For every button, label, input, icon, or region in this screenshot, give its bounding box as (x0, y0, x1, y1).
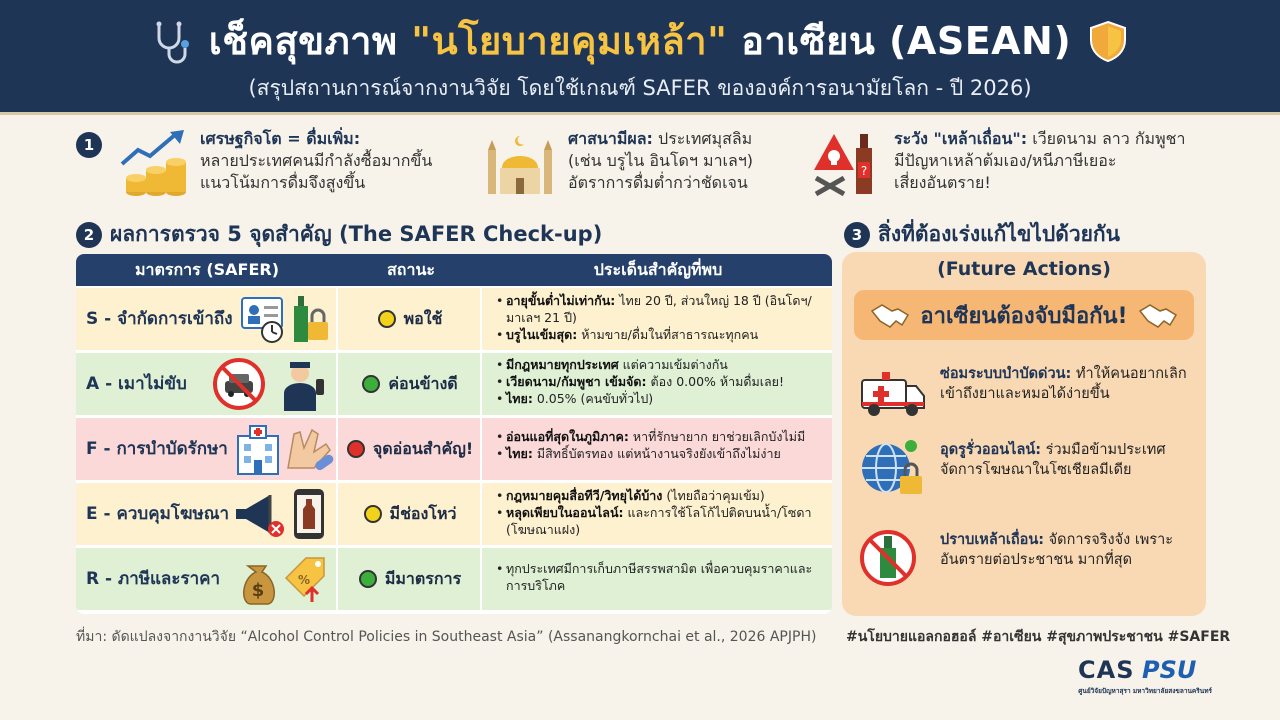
fact-economy-text: เศรษฐกิจโต = ดื่มเพิ่ม: หลายประเทศคนมีกำลังซื้อมากขึ้น แนวโน้มการดื่มจึงสูงขึ้น (200, 129, 433, 192)
safer-table (76, 254, 832, 614)
finding-item: • บรูไนเข้มสุด: ห้ามขาย/ดื่มในที่สาธารณะทุกคน (496, 326, 824, 343)
measure-label: F - การบำบัดรักษา (86, 439, 228, 459)
svg-text:?: ? (860, 164, 868, 178)
finding-item: • กฎหมายคุมสื่อทีวี/วิทยุได้บ้าง (ไทยถือว่าคุมเข้ม) (496, 487, 824, 504)
column-header: สถานะ (387, 260, 435, 279)
table-row (76, 483, 832, 545)
globe-lock-icon (858, 438, 928, 498)
status-cell (340, 288, 482, 350)
handshake-icon (870, 301, 910, 329)
measure-label: E - ควบคุมโฆษณา (86, 504, 230, 524)
finding-item: • ไทย: 0.05% (คนขับทั่วไป) (496, 390, 824, 407)
table-row (76, 353, 832, 415)
section-context (0, 124, 1280, 208)
fact-illicit-alcohol (810, 128, 1185, 200)
fact-religion-text: ศาสนามีผล: ประเทศมุสลิม (เช่น บรูไน อินโดฯ มาเลฯ) อัตราการดื่มต่ำกว่าชัดเจน (568, 129, 754, 192)
status-cell (340, 418, 482, 480)
warning-bottle-icon (810, 128, 882, 200)
no-drunk-driving-police-icon (212, 357, 332, 411)
banner-text: อาเซียนต้องจับมือกัน! (920, 303, 1128, 329)
status-dot (378, 310, 396, 328)
measure-cell (76, 353, 338, 415)
status-dot (362, 375, 380, 393)
section-checkup-title (76, 218, 602, 251)
action-item (858, 528, 1198, 588)
status-cell (340, 353, 482, 415)
shield-icon (1085, 18, 1131, 64)
status-label: ค่อนข้างดี (388, 373, 458, 393)
status-label: จุดอ่อนสำคัญ! (372, 438, 474, 458)
measure-label: R - ภาษีและราคา (86, 569, 221, 589)
svg-text:%: % (297, 573, 311, 587)
action-item (858, 362, 1198, 422)
table-header (76, 254, 832, 286)
handshake-icon (1138, 301, 1178, 329)
measure-cell (76, 548, 338, 610)
asean-banner (854, 290, 1194, 340)
hashtags: #นโยบายแอลกอฮอล์ #อาเซียน #สุขภาพประชาชน #SAFER (846, 629, 1231, 645)
findings-cell (484, 353, 832, 415)
section-title-text: ผลการตรวจ 5 จุดสำคัญ (The SAFER Check-up) (110, 222, 603, 246)
fact-illicit-text: ระวัง "เหล้าเถื่อน": เวียดนาม ลาว กัมพูชา มีปัญหาเหล้าต้มเอง/หนีภาษีเยอะ เสี่ยงอันตราย! (894, 129, 1186, 192)
status-label: มีช่องโหว่ (389, 503, 457, 523)
status-dot (364, 505, 382, 523)
status-cell (340, 483, 482, 545)
column-header: มาตรการ (SAFER) (134, 260, 280, 279)
logo-caption: ศูนย์วิจัยปัญหาสุรา มหาวิทยาลัยสงขลานครินทร์ (1078, 687, 1212, 695)
findings-cell (484, 483, 832, 545)
finding-item: • หลุดเพียบในออนไลน์: และการใช้โลโก้ไปติดบนน้ำ/โซดา (โฆษณาแฝง) (496, 504, 824, 538)
section-number-badge: 1 (76, 132, 102, 158)
page-subtitle: (สรุปสถานการณ์จากงานวิจัย โดยใช้เกณฑ์ SAFER ขององค์การอนามัยโลก - ปี 2026) (248, 76, 1032, 100)
finding-item: • เวียดนาม/กัมพูชา เข้มจัด: ต้อง 0.00% ห้ามดื่มเลย! (496, 373, 824, 390)
status-dot (347, 440, 365, 458)
section-number-badge: 3 (844, 222, 870, 248)
action-text: ปราบเหล้าเถื่อน: จัดการจริงจัง เพราะอันตรายต่อประชาชน มากที่สุด (940, 532, 1174, 568)
svg-text:$: $ (251, 580, 265, 601)
findings-cell (484, 288, 832, 350)
future-actions-panel (842, 252, 1206, 616)
id-card-clock-bottle-lock-icon (240, 292, 332, 346)
ambulance-icon (858, 362, 928, 422)
status-dot (359, 570, 377, 588)
action-text: ซ่อมระบบบำบัดด่วน: ทำให้คนอยากเลิก เข้าถึงยาและหมอได้ง่ายขึ้น (940, 366, 1187, 402)
fact-economy (116, 128, 432, 200)
growth-chart-coins-icon (116, 128, 188, 200)
table-row (76, 548, 832, 610)
fact-religion (484, 128, 753, 200)
source-citation: ที่มา: ดัดแปลงจากงานวิจัย “Alcohol Control Policies in Southeast Asia” (Assanangkornchai et al., 2026 APJPH) (76, 629, 817, 645)
panel-subtitle: (Future Actions) (937, 258, 1111, 280)
logo-cas: CAS (1078, 656, 1135, 684)
finding-item: • อายุขั้นต่ำไม่เท่ากัน: ไทย 20 ปี, ส่วนใหญ่ 18 ปี (อินโดฯ/มาเลฯ 21 ปี) (496, 292, 824, 326)
mosque-icon (484, 128, 556, 200)
finding-item: • มีกฎหมายทุกประเทศ แต่ความเข้มต่างกัน (496, 356, 824, 373)
section-title-text: สิ่งที่ต้องเร่งแก้ไขไปด้วยกัน (878, 222, 1120, 246)
cas-psu-logo (1078, 656, 1212, 710)
divider (0, 112, 1280, 115)
page-title: เช็คสุขภาพ "นโยบายคุมเหล้า" อาเซียน (ASEAN) (208, 19, 1072, 63)
finding-item: • ไทย: มีสิทธิ์บัตรทอง แต่หน้างานจริงยังเข้าถึงไม่ง่าย (496, 445, 824, 462)
status-cell (340, 548, 482, 610)
measure-cell (76, 418, 338, 480)
measure-label: A - เมาไม่ขับ (86, 374, 187, 394)
money-bag-price-tag-icon (234, 552, 330, 606)
no-bottle-icon (858, 528, 928, 588)
megaphone-phone-ad-icon (232, 487, 332, 541)
logo-psu: PSU (1142, 656, 1197, 684)
findings-cell (484, 548, 832, 610)
measure-cell (76, 483, 338, 545)
action-text: อุดรูรั่วออนไลน์: ร่วมมือข้ามประเทศ จัดการโฆษณาในโซเชียลมีเดีย (940, 442, 1166, 478)
measure-label: S - จำกัดการเข้าถึง (86, 309, 233, 329)
stethoscope-icon (149, 18, 195, 64)
hospital-hand-pill-icon (234, 422, 334, 476)
measure-cell (76, 288, 338, 350)
table-row (76, 288, 832, 350)
section-actions-title (844, 218, 1120, 251)
findings-cell (484, 418, 832, 480)
header (0, 0, 1280, 112)
column-header: ประเด็นสำคัญที่พบ (593, 260, 723, 279)
finding-item: • ทุกประเทศมีการเก็บภาษีสรรพสามิต เพื่อควบคุมราคาและการบริโภค (496, 560, 824, 594)
action-item (858, 438, 1198, 498)
table-row (76, 418, 832, 480)
finding-item: • อ่อนแอที่สุดในภูมิภาค: หาที่รักษายาก ยาช่วยเลิกบังไม่มี (496, 428, 824, 445)
section-number-badge: 2 (76, 222, 102, 248)
status-label: พอใช้ (403, 308, 443, 328)
status-label: มีมาตรการ (384, 568, 462, 588)
